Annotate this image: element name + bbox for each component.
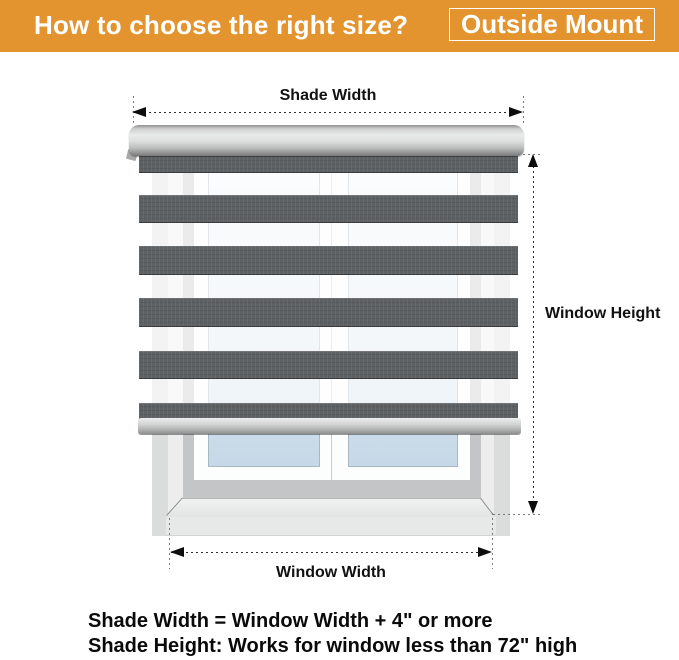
sheer-band	[140, 379, 510, 403]
sizing-notes	[88, 609, 577, 659]
window-width-tick-left	[169, 518, 170, 569]
arrowhead-left-icon	[170, 547, 184, 557]
window-height-connector-top	[518, 154, 542, 155]
page-title: How to choose the right size?	[34, 10, 409, 40]
window-apron	[166, 517, 496, 536]
window-height-label: Window Height	[545, 305, 661, 322]
window-sill	[166, 498, 496, 517]
arrowhead-down-icon	[528, 501, 538, 514]
sheer-band	[140, 275, 510, 298]
window-width-arrow-line	[171, 552, 491, 553]
shade-width-arrow-line	[134, 112, 523, 113]
fabric-stripe	[139, 246, 518, 275]
arrowhead-up-icon	[528, 154, 538, 167]
header-bar	[0, 0, 679, 52]
fabric-stripe	[139, 298, 518, 327]
shade-width-label: Shade Width	[279, 87, 377, 104]
note-shade-width: Shade Width = Window Width + 4" or more	[88, 610, 493, 632]
window-width-tick-right	[492, 513, 493, 569]
sheer-band	[140, 327, 510, 351]
sheer-band	[140, 173, 510, 195]
window-height-arrow-line	[533, 156, 534, 511]
fabric-stripe	[139, 155, 518, 173]
shade-bottom-rail	[138, 418, 521, 434]
arrowhead-right-icon	[509, 107, 523, 117]
fabric-stripe	[139, 403, 518, 419]
sheer-band	[140, 223, 510, 246]
shade-width-tick-right	[523, 96, 524, 124]
mount-type-badge: Outside Mount	[449, 8, 655, 41]
arrowhead-right-icon	[478, 547, 492, 557]
fabric-stripe	[139, 351, 518, 379]
window-height-connector-bottom	[493, 514, 543, 515]
note-shade-height: Shade Height: Works for window less than 72" high	[88, 635, 578, 657]
shade-cassette	[129, 125, 524, 156]
arrowhead-left-icon	[132, 107, 146, 117]
window-width-label: Window Width	[276, 564, 386, 581]
fabric-stripe	[139, 195, 518, 223]
